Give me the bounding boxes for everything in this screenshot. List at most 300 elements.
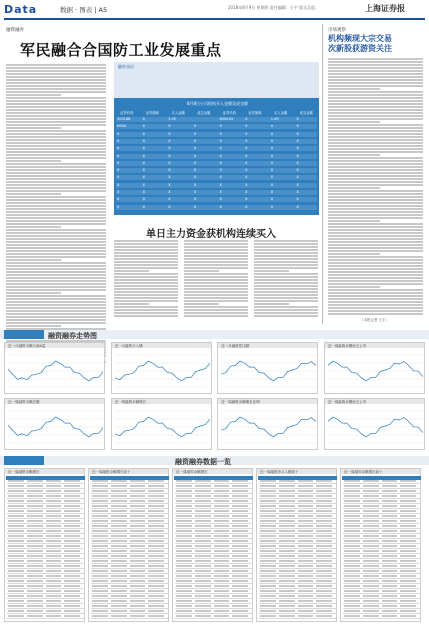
table-cell (111, 525, 127, 527)
table-cell (46, 495, 62, 497)
table-cell (363, 605, 379, 607)
table-cell (298, 535, 314, 537)
table-cell (260, 560, 276, 562)
text-line (6, 157, 106, 159)
table-row (175, 498, 252, 499)
table-cell (382, 525, 398, 527)
table-cell (148, 535, 164, 537)
table-row (7, 593, 84, 594)
table-cell: X (296, 117, 299, 121)
table-cell (148, 485, 164, 487)
table-cell (382, 595, 398, 597)
table-cell (214, 535, 230, 537)
table-row (175, 483, 252, 484)
text-line (254, 243, 318, 245)
table-cell (111, 495, 127, 497)
table-cell (363, 565, 379, 567)
table-row (116, 175, 317, 180)
table-row (7, 493, 84, 494)
panel-title: 近一月融资买入额 (114, 343, 143, 348)
text-line (328, 295, 423, 297)
table-cell (214, 580, 230, 582)
text-line (184, 315, 248, 317)
text-line (6, 136, 106, 138)
table-cell (344, 550, 360, 552)
text-line (6, 199, 106, 201)
table-cell (316, 490, 332, 492)
text-line (6, 283, 106, 285)
table-cell (27, 600, 43, 602)
table-cell (8, 520, 24, 522)
table-cell (382, 600, 398, 602)
text-line (328, 181, 423, 183)
table-cell (363, 550, 379, 552)
table-cell (316, 480, 332, 482)
table-cell (176, 525, 192, 527)
table-cell (279, 500, 295, 502)
table-cell (382, 580, 398, 582)
left-article (6, 64, 106, 364)
table-cell (176, 585, 192, 587)
table-cell (148, 540, 164, 542)
table-cell: X (219, 204, 222, 209)
table-cell (176, 610, 192, 612)
text-line (328, 67, 423, 69)
text-line (328, 91, 423, 93)
table-cell (148, 590, 164, 592)
table-cell (64, 600, 80, 602)
table-cell (279, 505, 295, 507)
text-line (184, 279, 248, 281)
text-line (6, 325, 61, 327)
text-line (254, 303, 289, 305)
text-line (328, 244, 423, 246)
table-cell (232, 570, 248, 572)
table-cell (176, 605, 192, 607)
table-cell (148, 530, 164, 532)
text-line (114, 312, 178, 314)
right-title-2: 次新股获游资关注 (328, 44, 392, 53)
table-cell (232, 530, 248, 532)
table-cell (363, 580, 379, 582)
text-line (6, 310, 106, 312)
overview-table (172, 468, 253, 622)
text-line (254, 249, 318, 251)
table-row (343, 583, 420, 584)
table-cell: X (168, 138, 171, 143)
table-cell (232, 605, 248, 607)
table-cell: 300188 (117, 117, 131, 121)
sub-headline: 单日主力资金获机构连续买入 (146, 229, 276, 240)
table-cell (46, 480, 62, 482)
table-cell (316, 510, 332, 512)
table-cell (232, 480, 248, 482)
trend-row-2 (4, 398, 425, 450)
table-cell (260, 605, 276, 607)
table-row (343, 493, 420, 494)
table-cell (92, 545, 108, 547)
table-cell (260, 485, 276, 487)
table-cell (46, 615, 62, 617)
table-cell (400, 480, 416, 482)
table-header-cell: 证券代码 (222, 111, 236, 115)
table-cell (344, 495, 360, 497)
table-cell (111, 490, 127, 492)
table-cell (260, 565, 276, 567)
text-line (114, 243, 178, 245)
table-cell (232, 500, 248, 502)
table-cell: X (270, 160, 274, 165)
text-line (328, 82, 423, 84)
table-cell (363, 485, 379, 487)
table-cell (214, 590, 230, 592)
table-cell: X (117, 138, 120, 143)
text-line (328, 313, 423, 315)
text-line (6, 226, 61, 228)
table-row (116, 190, 317, 195)
table-row (7, 533, 84, 534)
text-line (328, 106, 423, 108)
table-row (7, 558, 84, 559)
text-line (6, 232, 106, 234)
table-row (259, 608, 336, 609)
table-cell (232, 520, 248, 522)
text-line (6, 205, 106, 207)
text-line (6, 208, 106, 210)
table-row (343, 603, 420, 604)
table-row (175, 553, 252, 554)
table-row (91, 608, 168, 609)
text-line (114, 267, 178, 269)
table-cell (46, 600, 62, 602)
table-cell: X (168, 168, 171, 173)
text-line (6, 211, 106, 213)
table-cell (130, 590, 146, 592)
table-row (175, 598, 252, 599)
table-row (175, 583, 252, 584)
table-cell (316, 585, 332, 587)
table-row (259, 583, 336, 584)
table-cell (316, 515, 332, 517)
text-line (6, 220, 106, 222)
table-cell (92, 480, 108, 482)
table-cell (46, 570, 62, 572)
table-cell (214, 575, 230, 577)
table-cell (400, 495, 416, 497)
table-cell: X (117, 153, 120, 158)
table-cell (260, 525, 276, 527)
table-cell (298, 515, 314, 517)
text-line (114, 258, 178, 260)
table-cell (279, 565, 295, 567)
table-cell (400, 520, 416, 522)
table-cell (64, 480, 80, 482)
table-cell (316, 590, 332, 592)
table-cell (46, 560, 62, 562)
table-cell (232, 590, 248, 592)
text-line (254, 285, 318, 287)
table-cell (298, 575, 314, 577)
table-cell (279, 525, 295, 527)
text-line (6, 88, 106, 90)
table-row (91, 498, 168, 499)
panel-title: 近一周融资余额前五公司 (327, 343, 367, 348)
text-line (328, 280, 423, 282)
table-cell (400, 580, 416, 582)
table-row (91, 573, 168, 574)
table-row (175, 513, 252, 514)
table-cell (232, 555, 248, 557)
table-cell: X (219, 168, 222, 173)
table-cell (363, 535, 379, 537)
table-row (343, 488, 420, 489)
table-cell (298, 615, 314, 617)
table-cell (400, 545, 416, 547)
table-row (91, 518, 168, 519)
table-cell (382, 505, 398, 507)
table-cell (214, 610, 230, 612)
table-cell (195, 535, 211, 537)
table-cell (64, 565, 80, 567)
table-cell (195, 580, 211, 582)
table-row (343, 483, 420, 484)
newspaper-name: 上海证券报 (365, 3, 405, 13)
photo-area (114, 62, 319, 98)
text-line (184, 282, 248, 284)
text-line (328, 88, 380, 90)
text-line (114, 240, 178, 242)
page-header (0, 0, 429, 19)
table-cell (214, 505, 230, 507)
table-cell (64, 500, 80, 502)
table-cell (27, 525, 43, 527)
table-cell (316, 520, 332, 522)
text-line (328, 76, 423, 78)
text-line (254, 261, 318, 263)
table-row (91, 488, 168, 489)
text-line (184, 255, 248, 257)
text-line (254, 315, 318, 317)
text-line (184, 258, 248, 260)
table-cell (64, 575, 80, 577)
table-cell (195, 590, 211, 592)
table-cell (214, 585, 230, 587)
table-row (91, 613, 168, 614)
table-cell (111, 560, 127, 562)
table-cell: X (245, 190, 248, 194)
text-line (328, 124, 423, 126)
text-line (328, 166, 423, 168)
table-row (7, 573, 84, 574)
table-cell (344, 580, 360, 582)
text-line (328, 286, 380, 288)
text-line (6, 304, 106, 306)
table-row (7, 598, 84, 599)
table-cell (279, 520, 295, 522)
table-cell (298, 520, 314, 522)
table-cell (316, 505, 332, 507)
table-cell (130, 485, 146, 487)
table-row (91, 588, 168, 589)
text-line (254, 258, 318, 260)
table-cell: X (117, 197, 120, 202)
text-line (6, 307, 106, 309)
table-cell (27, 605, 43, 607)
table-cell (195, 575, 211, 577)
table-cell (279, 575, 295, 577)
text-line (254, 255, 318, 257)
table-row (175, 538, 252, 539)
table-cell (400, 600, 416, 602)
table-cell (176, 555, 192, 557)
chart-panel (4, 398, 105, 450)
table-cell (92, 515, 108, 517)
table-cell (176, 505, 192, 507)
table-cell (46, 485, 62, 487)
table-cell: X (142, 190, 146, 194)
table-cell (260, 550, 276, 552)
table-cell (8, 505, 24, 507)
table-row (259, 513, 336, 514)
table-cell (195, 480, 211, 482)
table-cell (400, 500, 416, 502)
table-cell (382, 610, 398, 612)
table-cell (8, 580, 24, 582)
table-row (259, 598, 336, 599)
table-cell (260, 585, 276, 587)
table-cell: X (296, 175, 299, 180)
table-cell: X (193, 182, 197, 187)
table-cell (316, 600, 332, 602)
text-line (6, 193, 61, 195)
table-cell (195, 615, 211, 617)
text-line (6, 238, 106, 240)
table-cell (27, 520, 43, 522)
table-row (343, 543, 420, 544)
table-cell: X (245, 117, 248, 121)
text-line (328, 121, 380, 123)
table-row (259, 518, 336, 519)
table-cell (8, 500, 24, 502)
text-line (328, 94, 423, 96)
overview-table (4, 468, 85, 622)
trend-row-1 (4, 342, 425, 394)
table-cell (214, 485, 230, 487)
text-line (184, 294, 248, 296)
table-row (259, 498, 336, 499)
table-cell (298, 555, 314, 557)
table-cell (27, 580, 43, 582)
table-cell (363, 560, 379, 562)
table-cell (130, 610, 146, 612)
table-cell (46, 510, 62, 512)
table-cell (130, 585, 146, 587)
text-line (328, 136, 423, 138)
table-cell (214, 555, 230, 557)
table-cell (214, 570, 230, 572)
table-cell (400, 550, 416, 552)
text-line (6, 313, 106, 315)
table-cell (298, 505, 314, 507)
table-cell (232, 575, 248, 577)
chart-panel (217, 398, 318, 450)
table-cell: X (142, 168, 146, 173)
text-line (328, 262, 423, 264)
table-cell: X (219, 182, 222, 187)
table-cell (92, 610, 108, 612)
text-line (328, 277, 423, 279)
text-line (114, 282, 178, 284)
table-cell (232, 550, 248, 552)
text-line (328, 292, 423, 294)
text-line (184, 309, 248, 311)
table-cell: X (296, 146, 299, 151)
table-cell (214, 540, 230, 542)
table-cell (64, 520, 80, 522)
text-line (114, 264, 178, 266)
table-cell: X (270, 138, 274, 143)
table-cell (27, 505, 43, 507)
text-line (114, 291, 178, 293)
table-cell (111, 580, 127, 582)
table-cell (298, 530, 314, 532)
table-cell: X (117, 190, 120, 194)
table-cell (316, 575, 332, 577)
table-cell (298, 595, 314, 597)
table-cell (279, 590, 295, 592)
table-cell (27, 550, 43, 552)
table-cell (382, 540, 398, 542)
table-cell (316, 530, 332, 532)
table-cell (46, 530, 62, 532)
table-row (175, 503, 252, 504)
table-cell (232, 580, 248, 582)
text-line (328, 298, 423, 300)
table-cell (92, 550, 108, 552)
table-cell: X (296, 204, 299, 209)
table-cell (195, 595, 211, 597)
table-row (91, 533, 168, 534)
text-line (6, 91, 106, 93)
text-line (114, 270, 149, 272)
table-row (259, 533, 336, 534)
table-cell (148, 615, 164, 617)
table-row (343, 588, 420, 589)
table-cell (148, 570, 164, 572)
text-line (328, 289, 423, 291)
table-cell (148, 610, 164, 612)
text-line (6, 76, 106, 78)
table-cell: 1.00 (270, 117, 279, 121)
table-cell: X (270, 131, 274, 136)
table-cell: X (142, 197, 146, 202)
table-cell: X (168, 204, 171, 209)
table-cell (316, 560, 332, 562)
table-cell (363, 525, 379, 527)
table-cell: X (219, 160, 222, 165)
table-cell (316, 615, 332, 617)
table-row (259, 613, 336, 614)
panel-title: 近一周融资余额增长比例 (221, 399, 260, 404)
text-line (328, 247, 423, 249)
table-cell (111, 605, 127, 607)
table-cell (195, 560, 211, 562)
table-cell: X (193, 168, 197, 173)
table-cell: X (117, 160, 120, 165)
table-cell (382, 535, 398, 537)
table-cell: X (117, 131, 120, 136)
overview-table (340, 468, 421, 622)
